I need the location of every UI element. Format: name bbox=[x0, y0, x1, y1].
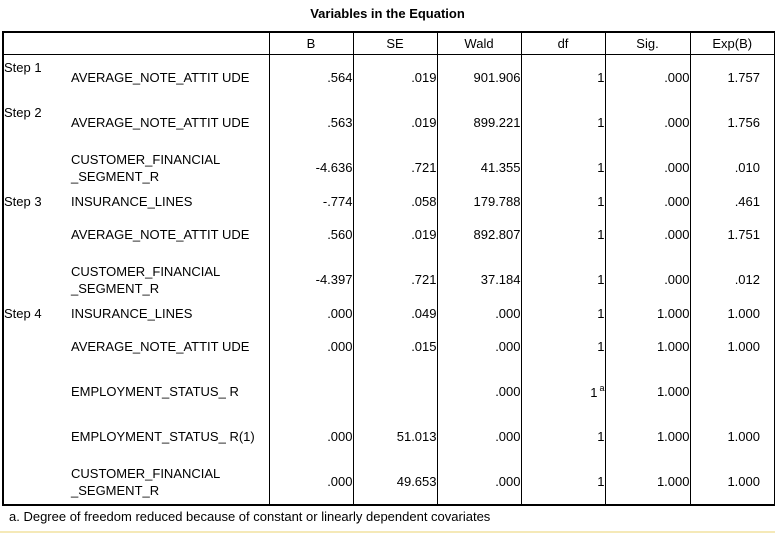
cell-sig: 1.000 bbox=[605, 369, 690, 414]
cell-se bbox=[353, 369, 437, 414]
table-row bbox=[3, 324, 775, 369]
cell-sig: 1.000 bbox=[605, 414, 690, 459]
cell-b: .563 bbox=[269, 100, 353, 145]
step-label bbox=[3, 145, 71, 190]
table-row bbox=[3, 145, 775, 190]
cell-expb: 1.000 bbox=[690, 459, 775, 505]
cell-df: 1 bbox=[521, 145, 605, 190]
cell-sig: .000 bbox=[605, 145, 690, 190]
cell-wald: .000 bbox=[437, 324, 521, 369]
cell-wald: .000 bbox=[437, 459, 521, 505]
table-row bbox=[3, 190, 775, 212]
col-header-b: B bbox=[269, 32, 353, 55]
cell-se: .019 bbox=[353, 212, 437, 257]
cell-se: .015 bbox=[353, 324, 437, 369]
cell-b: .000 bbox=[269, 324, 353, 369]
cell-se: .721 bbox=[353, 145, 437, 190]
col-header-df: df bbox=[521, 32, 605, 55]
variable-name: CUSTOMER_FINANCIAL _SEGMENT_R bbox=[71, 459, 269, 505]
variable-name: EMPLOYMENT_STATUS_ R bbox=[71, 369, 269, 414]
cell-wald: .000 bbox=[437, 369, 521, 414]
step-label bbox=[3, 324, 71, 369]
cell-b: -4.636 bbox=[269, 145, 353, 190]
table-row bbox=[3, 302, 775, 324]
cell-df: 1 bbox=[521, 302, 605, 324]
cell-expb: 1.757 bbox=[690, 55, 775, 101]
table-row bbox=[3, 459, 775, 505]
step-label bbox=[3, 414, 71, 459]
step-label: Step 3 bbox=[3, 190, 71, 212]
cell-expb: .461 bbox=[690, 190, 775, 212]
cell-df: 1 bbox=[521, 100, 605, 145]
table-row bbox=[3, 100, 775, 145]
cell-wald: .000 bbox=[437, 414, 521, 459]
cell-expb: 1.751 bbox=[690, 212, 775, 257]
footnote-marker: a bbox=[599, 383, 605, 393]
cell-df: 1 bbox=[521, 324, 605, 369]
cell-wald: 37.184 bbox=[437, 257, 521, 302]
cell-se: .721 bbox=[353, 257, 437, 302]
cell-df: 1 bbox=[521, 190, 605, 212]
table-row bbox=[3, 414, 775, 459]
variable-name: AVERAGE_NOTE_ATTIT UDE bbox=[71, 212, 269, 257]
col-header-se: SE bbox=[353, 32, 437, 55]
cell-b: .560 bbox=[269, 212, 353, 257]
col-header-expb: Exp(B) bbox=[690, 32, 775, 55]
variable-name: INSURANCE_LINES bbox=[71, 302, 269, 324]
cell-se: .019 bbox=[353, 55, 437, 101]
cell-sig: 1.000 bbox=[605, 302, 690, 324]
cell-se: .058 bbox=[353, 190, 437, 212]
table-row bbox=[3, 369, 775, 414]
cell-wald: 179.788 bbox=[437, 190, 521, 212]
cell-expb: .010 bbox=[690, 145, 775, 190]
variable-name: CUSTOMER_FINANCIAL _SEGMENT_R bbox=[71, 145, 269, 190]
cell-df: 1 bbox=[521, 257, 605, 302]
cell-b: -.774 bbox=[269, 190, 353, 212]
cell-sig: 1.000 bbox=[605, 459, 690, 505]
cell-expb: .012 bbox=[690, 257, 775, 302]
step-label: Step 2 bbox=[3, 100, 71, 145]
cell-se: .049 bbox=[353, 302, 437, 324]
cell-df: 1 bbox=[521, 55, 605, 101]
footer-divider bbox=[0, 531, 775, 533]
cell-expb: 1.756 bbox=[690, 100, 775, 145]
cell-expb: 1.000 bbox=[690, 414, 775, 459]
table-title: Variables in the Equation bbox=[310, 6, 465, 21]
col-header-wald: Wald bbox=[437, 32, 521, 55]
table-row bbox=[3, 257, 775, 302]
cell-sig: .000 bbox=[605, 212, 690, 257]
col-header-sig: Sig. bbox=[605, 32, 690, 55]
cell-df: 1 bbox=[521, 459, 605, 505]
cell-wald: .000 bbox=[437, 302, 521, 324]
step-label bbox=[3, 212, 71, 257]
variable-name: CUSTOMER_FINANCIAL _SEGMENT_R bbox=[71, 257, 269, 302]
cell-wald: 41.355 bbox=[437, 145, 521, 190]
header-row bbox=[3, 32, 775, 55]
cell-sig: .000 bbox=[605, 100, 690, 145]
cell-wald: 899.221 bbox=[437, 100, 521, 145]
cell-sig: .000 bbox=[605, 55, 690, 101]
cell-df bbox=[521, 369, 605, 414]
cell-wald: 892.807 bbox=[437, 212, 521, 257]
cell-sig: .000 bbox=[605, 190, 690, 212]
footnote: a. Degree of freedom reduced because of constant or linearly dependent covariates bbox=[9, 509, 491, 524]
step-label: Step 1 bbox=[3, 55, 71, 101]
step-label bbox=[3, 257, 71, 302]
df-value: 1 bbox=[590, 385, 598, 400]
cell-b: .000 bbox=[269, 459, 353, 505]
header-corner bbox=[3, 32, 269, 55]
cell-b: .000 bbox=[269, 302, 353, 324]
variable-name: INSURANCE_LINES bbox=[71, 190, 269, 212]
step-label bbox=[3, 459, 71, 505]
variables-table bbox=[2, 31, 775, 506]
cell-sig: .000 bbox=[605, 257, 690, 302]
cell-b: -4.397 bbox=[269, 257, 353, 302]
step-label bbox=[3, 369, 71, 414]
cell-b bbox=[269, 369, 353, 414]
cell-se: .019 bbox=[353, 100, 437, 145]
variable-name: AVERAGE_NOTE_ATTIT UDE bbox=[71, 100, 269, 145]
cell-b: .564 bbox=[269, 55, 353, 101]
cell-se: 51.013 bbox=[353, 414, 437, 459]
cell-expb bbox=[690, 369, 775, 414]
cell-expb: 1.000 bbox=[690, 324, 775, 369]
cell-df: 1 bbox=[521, 414, 605, 459]
cell-expb: 1.000 bbox=[690, 302, 775, 324]
step-label: Step 4 bbox=[3, 302, 71, 324]
table-row bbox=[3, 55, 775, 101]
cell-df: 1 bbox=[521, 212, 605, 257]
cell-sig: 1.000 bbox=[605, 324, 690, 369]
cell-wald: 901.906 bbox=[437, 55, 521, 101]
variable-name: AVERAGE_NOTE_ATTIT UDE bbox=[71, 55, 269, 101]
cell-b: .000 bbox=[269, 414, 353, 459]
variable-name: AVERAGE_NOTE_ATTIT UDE bbox=[71, 324, 269, 369]
variable-name: EMPLOYMENT_STATUS_ R(1) bbox=[71, 414, 269, 459]
table-row bbox=[3, 212, 775, 257]
cell-se: 49.653 bbox=[353, 459, 437, 505]
